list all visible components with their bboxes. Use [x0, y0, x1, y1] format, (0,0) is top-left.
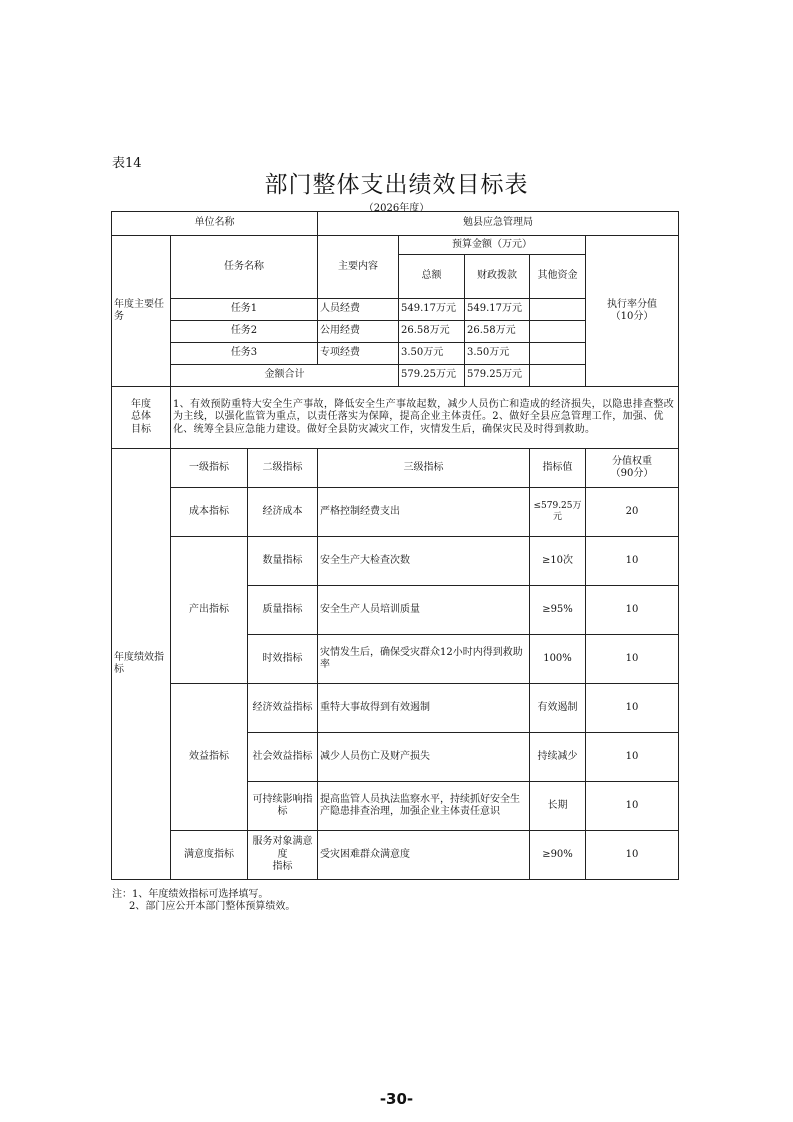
task-fiscal: 549.17万元 — [465, 299, 530, 321]
level2-cell: 社会效益指标 — [248, 733, 318, 782]
task-other — [530, 343, 586, 365]
indicator-value: ≥95% — [530, 586, 586, 635]
score-header: 分值权重 （90分） — [586, 449, 679, 488]
fiscal-header: 财政拨款 — [465, 255, 530, 299]
goal-text: 1、有效预防重特大安全生产事故，降低安全生产事故起数，减少人员伤亡和造成的经济损失，以隐患排查整改为主线，以强化监管为重点，以责任落实为保障，提高企业主体责任。2、做好全县应急管理工作，加强、优化、统筹全县应急能力建设。做好全县防灾减灾工作，灾情发生后，确保灾民及时得到救助。 — [171, 387, 679, 449]
indicators-section-label: 年度绩效指标 — [112, 449, 171, 880]
indicator-value: ≤579.25万元 — [530, 488, 586, 537]
task-content: 公用经费 — [318, 321, 399, 343]
task-content: 专项经费 — [318, 343, 399, 365]
goal-label: 年度 总体 目标 — [112, 387, 171, 449]
note-line: 注：1、年度绩效指标可选择填写。 — [112, 889, 269, 900]
execution-rate-label: 执行率分值 （10分） — [586, 236, 679, 387]
budget-header: 预算金额（万元） — [399, 236, 586, 255]
value-header: 指标值 — [530, 449, 586, 488]
level3-cell: 严格控制经费支出 — [318, 488, 530, 537]
page-number: -30- — [379, 1090, 414, 1108]
task-name-header: 任务名称 — [171, 236, 318, 299]
level2-header: 二级指标 — [248, 449, 318, 488]
task-header-row — [112, 236, 679, 255]
indicator-score: 10 — [586, 684, 679, 733]
level2-cell: 经济效益指标 — [248, 684, 318, 733]
level2-cell: 经济成本 — [248, 488, 318, 537]
unit-value: 勉县应急管理局 — [318, 212, 679, 236]
total-header: 总额 — [399, 255, 465, 299]
level3-cell: 提高监管人员执法监察水平，持续抓好安全生产隐患排查治理，加强企业主体责任意识 — [318, 782, 530, 831]
indicator-header-row — [112, 449, 679, 488]
level1-cell: 效益指标 — [171, 684, 248, 831]
content-header: 主要内容 — [318, 236, 399, 299]
sum-total: 579.25万元 — [399, 365, 465, 387]
task-name: 任务2 — [171, 321, 318, 343]
level1-cell: 满意度指标 — [171, 831, 248, 880]
indicator-score: 10 — [586, 831, 679, 880]
indicator-value: ≥10次 — [530, 537, 586, 586]
task-fiscal: 26.58万元 — [465, 321, 530, 343]
indicator-value: 100% — [530, 635, 586, 684]
performance-target-table — [111, 211, 679, 880]
indicator-score: 10 — [586, 733, 679, 782]
task-name: 任务1 — [171, 299, 318, 321]
sum-other — [530, 365, 586, 387]
table-number: 表14 — [112, 156, 142, 171]
task-fiscal: 3.50万元 — [465, 343, 530, 365]
level3-header: 三级指标 — [318, 449, 530, 488]
indicator-row — [112, 831, 679, 880]
indicator-score: 10 — [586, 782, 679, 831]
notes — [112, 889, 295, 913]
indicator-row — [112, 537, 679, 586]
level3-cell: 安全生产大检查次数 — [318, 537, 530, 586]
level2-cell: 时效指标 — [248, 635, 318, 684]
level3-cell: 受灾困难群众满意度 — [318, 831, 530, 880]
level1-cell: 产出指标 — [171, 537, 248, 684]
indicator-score: 20 — [586, 488, 679, 537]
sum-label: 金额合计 — [171, 365, 399, 387]
task-name: 任务3 — [171, 343, 318, 365]
indicator-score: 10 — [586, 586, 679, 635]
task-total: 3.50万元 — [399, 343, 465, 365]
unit-row — [112, 212, 679, 236]
level1-header: 一级指标 — [171, 449, 248, 488]
indicator-row — [112, 488, 679, 537]
unit-label: 单位名称 — [112, 212, 318, 236]
indicator-value: ≥90% — [530, 831, 586, 880]
task-other — [530, 321, 586, 343]
level3-cell: 减少人员伤亡及财产损失 — [318, 733, 530, 782]
other-header: 其他资金 — [530, 255, 586, 299]
indicator-row — [112, 684, 679, 733]
indicator-score: 10 — [586, 635, 679, 684]
indicator-value: 长期 — [530, 782, 586, 831]
task-total: 549.17万元 — [399, 299, 465, 321]
sum-fiscal: 579.25万元 — [465, 365, 530, 387]
level3-cell: 安全生产人员培训质量 — [318, 586, 530, 635]
level2-cell: 数量指标 — [248, 537, 318, 586]
level2-cell: 服务对象满意度 指标 — [248, 831, 318, 880]
level1-cell: 成本指标 — [171, 488, 248, 537]
level3-cell: 重特大事故得到有效遏制 — [318, 684, 530, 733]
note-line: 2、部门应公开本部门整体预算绩效。 — [129, 901, 296, 912]
task-content: 人员经费 — [318, 299, 399, 321]
page-title: 部门整体支出绩效目标表 — [264, 172, 529, 198]
indicator-value: 持续减少 — [530, 733, 586, 782]
level3-cell: 灾情发生后，确保受灾群众12小时内得到救助率 — [318, 635, 530, 684]
fiscal-year: （2026年度） — [363, 203, 430, 214]
indicator-score: 10 — [586, 537, 679, 586]
task-total: 26.58万元 — [399, 321, 465, 343]
goal-row — [112, 387, 679, 449]
level2-cell: 质量指标 — [248, 586, 318, 635]
indicator-value: 有效遏制 — [530, 684, 586, 733]
level2-cell: 可持续影响指标 — [248, 782, 318, 831]
task-other — [530, 299, 586, 321]
tasks-section-label: 年度主要任务 — [112, 236, 171, 387]
